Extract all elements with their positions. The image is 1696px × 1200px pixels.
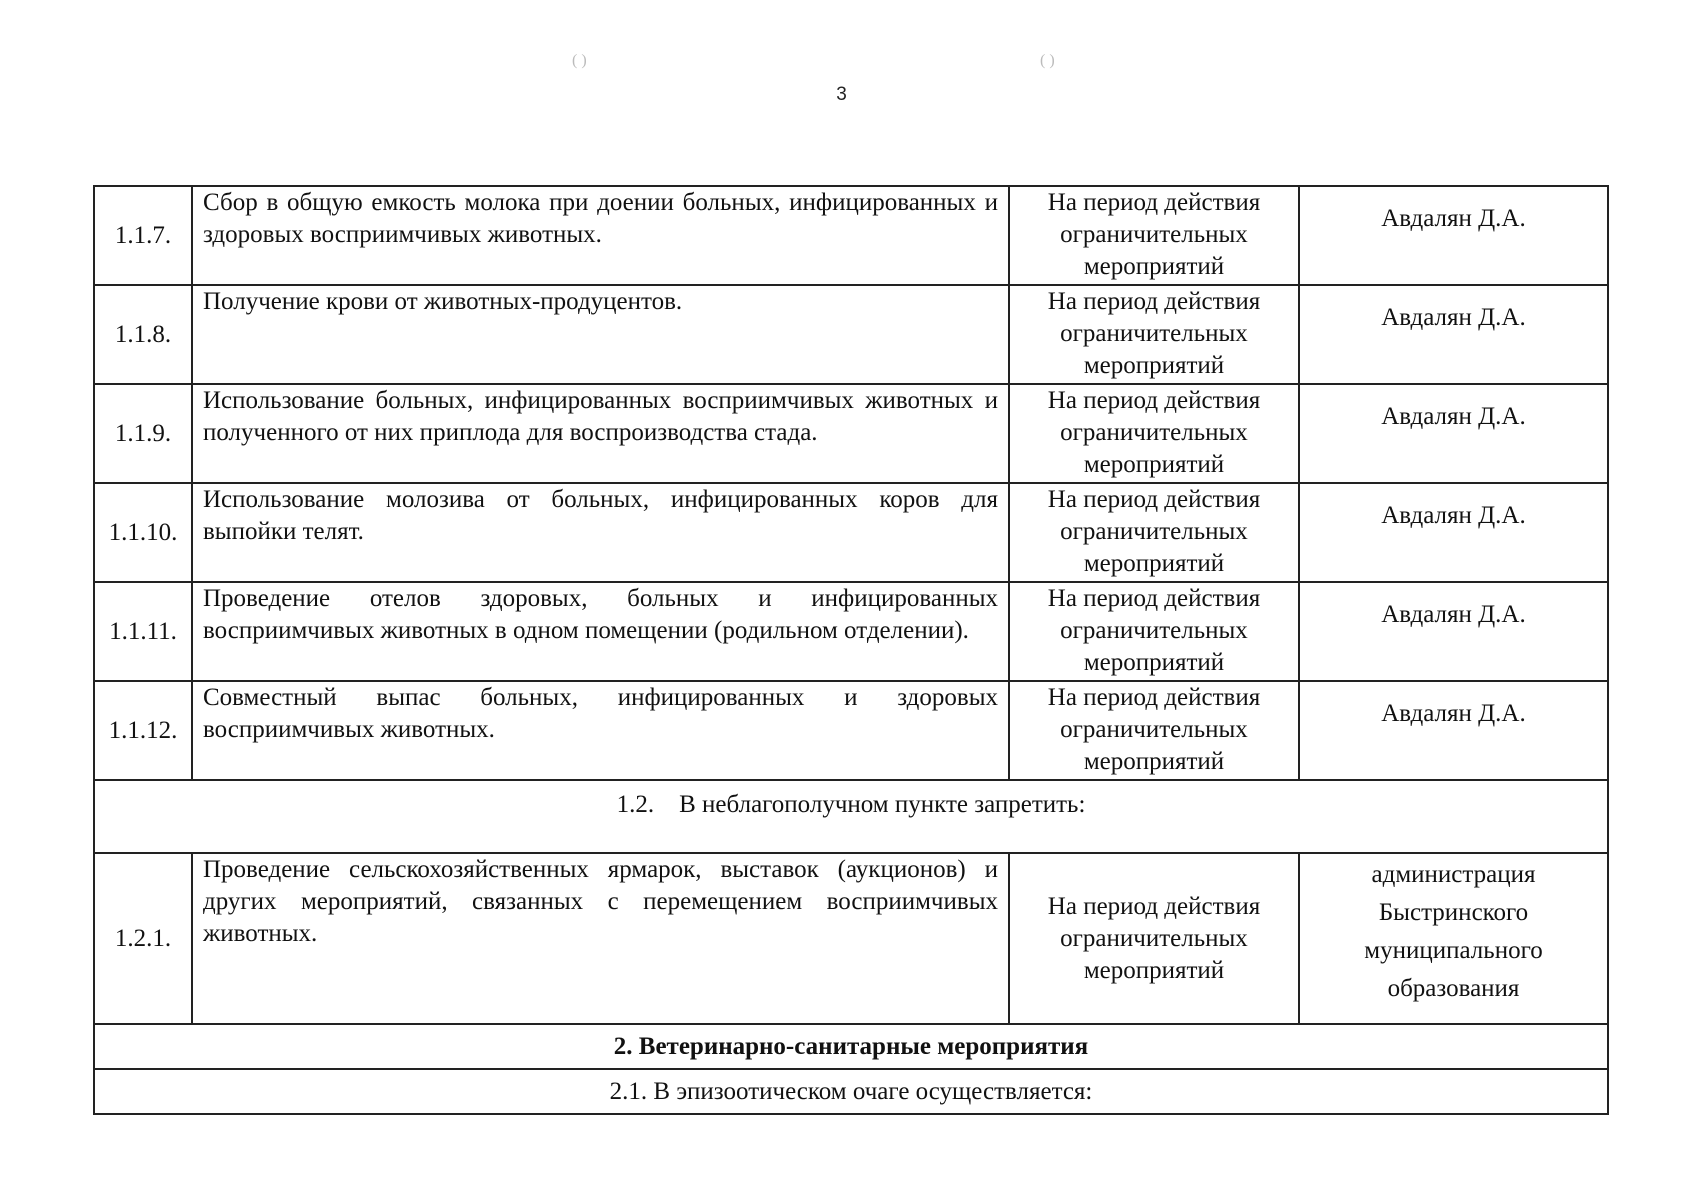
row-number: 1.2.1. [94,853,192,1024]
row-description: Проведение отелов здоровых, больных и инфицированных восприимчивых животных в одном помещении (родильном отделении). [192,582,1009,681]
binder-mark-left: ( ) [572,52,587,69]
row-number: 1.1.8. [94,285,192,384]
row-responsible: Авдалян Д.А. [1299,582,1608,681]
section-2-1-title: 2.1. В эпизоотическом очаге осуществляется: [94,1069,1608,1114]
row-responsible: Авдалян Д.А. [1299,285,1608,384]
section-row [94,1024,1608,1069]
row-period [1009,186,1299,285]
measures-table [93,185,1609,1115]
row-responsible: Авдалян Д.А. [1299,186,1608,285]
period-line: ограничительных [1060,320,1248,347]
period-line: На период действия [1047,288,1261,315]
table-row [94,681,1608,780]
responsible-line: Быстринского [1378,899,1529,926]
row-responsible: Авдалян Д.А. [1299,384,1608,483]
row-description: Проведение сельскохозяйственных ярмарок, выставок (аукционов) и других мероприятий, связанных с перемещением восприимчивых животных. [192,853,1009,1024]
row-number: 1.1.10. [94,483,192,582]
period-line: На период действия [1047,387,1261,414]
table-row [94,582,1608,681]
row-description: Совместный выпас больных, инфицированных и здоровых восприимчивых животных. [192,681,1009,780]
section-row [94,780,1608,853]
row-number: 1.1.12. [94,681,192,780]
period-line: мероприятий [1083,649,1225,676]
table-row [94,483,1608,582]
section-2-heading: 2. Ветеринарно-санитарные мероприятия [94,1024,1608,1069]
row-responsible: Авдалян Д.А. [1299,681,1608,780]
binder-mark-right: ( ) [1040,52,1055,69]
row-period [1009,681,1299,780]
row-period [1009,582,1299,681]
row-responsible [1299,853,1608,1024]
row-period [1009,285,1299,384]
table-row [94,285,1608,384]
period-line: На период действия [1047,585,1261,612]
section-1-2-title: 1.2. В неблагополучном пункте запретить: [94,780,1608,853]
period-line: ограничительных [1060,221,1248,248]
period-line: мероприятий [1083,352,1225,379]
period-line: мероприятий [1083,253,1225,280]
page-number: 3 [836,84,847,105]
row-number: 1.1.9. [94,384,192,483]
row-description: Использование молозива от больных, инфицированных коров для выпойки телят. [192,483,1009,582]
period-line: мероприятий [1083,550,1225,577]
row-description: Сбор в общую емкость молока при доении больных, инфицированных и здоровых восприимчивых животных. [192,186,1009,285]
responsible-line: муниципального [1364,937,1543,964]
row-number: 1.1.11. [94,582,192,681]
period-line: ограничительных [1060,419,1248,446]
period-line: ограничительных [1060,716,1248,743]
period-line: мероприятий [1083,748,1225,775]
row-period [1009,853,1299,1024]
period-line: ограничительных [1060,518,1248,545]
table-row [94,384,1608,483]
period-line: На период действия [1047,486,1261,513]
period-line: ограничительных [1060,617,1248,644]
responsible-line: администрация [1371,861,1536,888]
period-line: На период действия [1047,892,1261,920]
row-responsible: Авдалян Д.А. [1299,483,1608,582]
row-number: 1.1.7. [94,186,192,285]
table-row [94,186,1608,285]
responsible-line: образования [1387,975,1520,1002]
period-line: мероприятий [1083,956,1225,984]
period-line: На период действия [1047,684,1261,711]
row-description: Получение крови от животных-продуцентов. [192,285,1009,384]
row-description: Использование больных, инфицированных восприимчивых животных и полученного от них приплода для воспроизводства стада. [192,384,1009,483]
section-row [94,1069,1608,1114]
row-period [1009,384,1299,483]
period-line: На период действия [1047,189,1261,216]
period-line: ограничительных [1060,924,1248,952]
period-line: мероприятий [1083,451,1225,478]
table-row [94,853,1608,1024]
row-period [1009,483,1299,582]
